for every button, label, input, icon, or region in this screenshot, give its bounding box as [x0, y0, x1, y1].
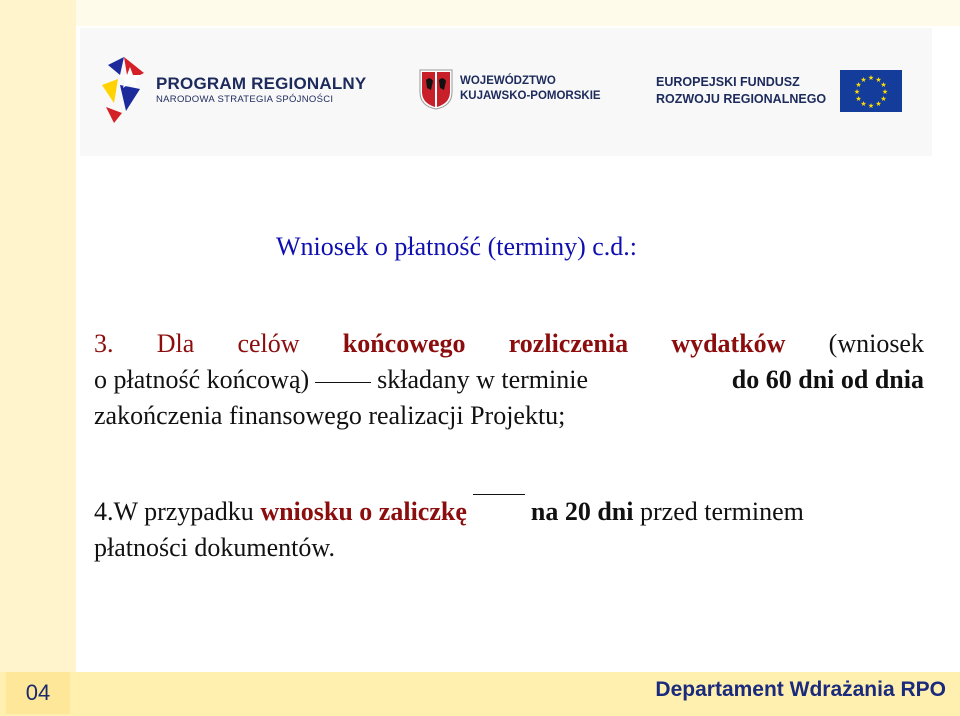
svg-text:★: ★	[882, 88, 889, 96]
point-3-word: (wniosek	[828, 329, 924, 358]
program-star-icon	[100, 55, 148, 125]
svg-text:★: ★	[860, 76, 867, 84]
point-4-text: przed terminem	[633, 497, 804, 526]
point-4-paragraph	[94, 494, 924, 566]
eu-fund-line2: ROZWOJU REGIONALNEGO	[656, 92, 827, 106]
point-3-deadline: do 60 dni od dnia	[731, 365, 924, 394]
point-3-line-1	[94, 326, 924, 362]
point-4-text: 4.W przypadku	[94, 497, 261, 526]
point-4-line-2	[94, 530, 924, 566]
voivodeship-line1: WOJEWÓDZTWO	[460, 75, 556, 87]
eu-flag-icon	[840, 70, 902, 112]
voivodeship-logo	[418, 68, 601, 110]
svg-text:★: ★	[854, 88, 861, 96]
page-number-box	[6, 672, 70, 714]
program-logo-sub-text: NARODOWA STRATEGIA SPÓJNOŚCI	[156, 94, 334, 105]
left-decorative-bar	[0, 0, 76, 716]
point-3-text: o płatność końcową)	[94, 365, 310, 394]
page-number: 04	[25, 680, 51, 705]
point-3-text: zakończenia finansowego realizacji Projektu;	[94, 401, 566, 430]
svg-text:★: ★	[855, 81, 862, 89]
dash-separator	[473, 494, 525, 495]
svg-text:★: ★	[868, 102, 875, 110]
voivodeship-line2: KUJAWSKO-POMORSKIE	[460, 90, 601, 102]
top-band	[0, 0, 960, 26]
svg-text:★: ★	[868, 74, 875, 82]
point-3-number: 3.	[94, 329, 114, 358]
svg-text:★: ★	[875, 76, 882, 84]
point-4-line-1	[94, 494, 924, 530]
svg-text:★: ★	[855, 95, 862, 103]
point-3-line-3	[94, 398, 924, 434]
dash-separator	[315, 382, 371, 383]
svg-text:★: ★	[860, 100, 867, 108]
point-3-word: rozliczenia	[508, 329, 629, 358]
eu-fund-logo	[656, 70, 902, 112]
point-3-word: końcowego	[342, 329, 466, 358]
point-4-deadline: na 20 dni	[530, 497, 634, 526]
point-3-word: wydatków	[671, 329, 786, 358]
point-4-highlight: wniosku o zaliczkę	[260, 497, 467, 526]
svg-text:★: ★	[880, 81, 887, 89]
svg-text:★: ★	[875, 100, 882, 108]
slide-title: Wniosek o płatność (terminy) c.d.:	[276, 232, 638, 261]
eu-fund-line1: EUROPEJSKI FUNDUSZ	[656, 75, 800, 89]
program-regionalny-logo	[100, 55, 366, 125]
voivodeship-crest-icon	[418, 68, 454, 110]
point-3-line-2	[94, 362, 924, 398]
point-3-paragraph	[94, 326, 924, 434]
point-3-word: Dla	[156, 329, 195, 358]
svg-text:★: ★	[880, 95, 887, 103]
point-3-word: celów	[237, 329, 300, 358]
point-3-text: składany w terminie	[377, 365, 589, 394]
program-logo-main-text: PROGRAM REGIONALNY	[156, 74, 367, 93]
department-name: Departament Wdrażania RPO	[655, 678, 946, 701]
point-4-text: płatności dokumentów.	[94, 533, 335, 562]
